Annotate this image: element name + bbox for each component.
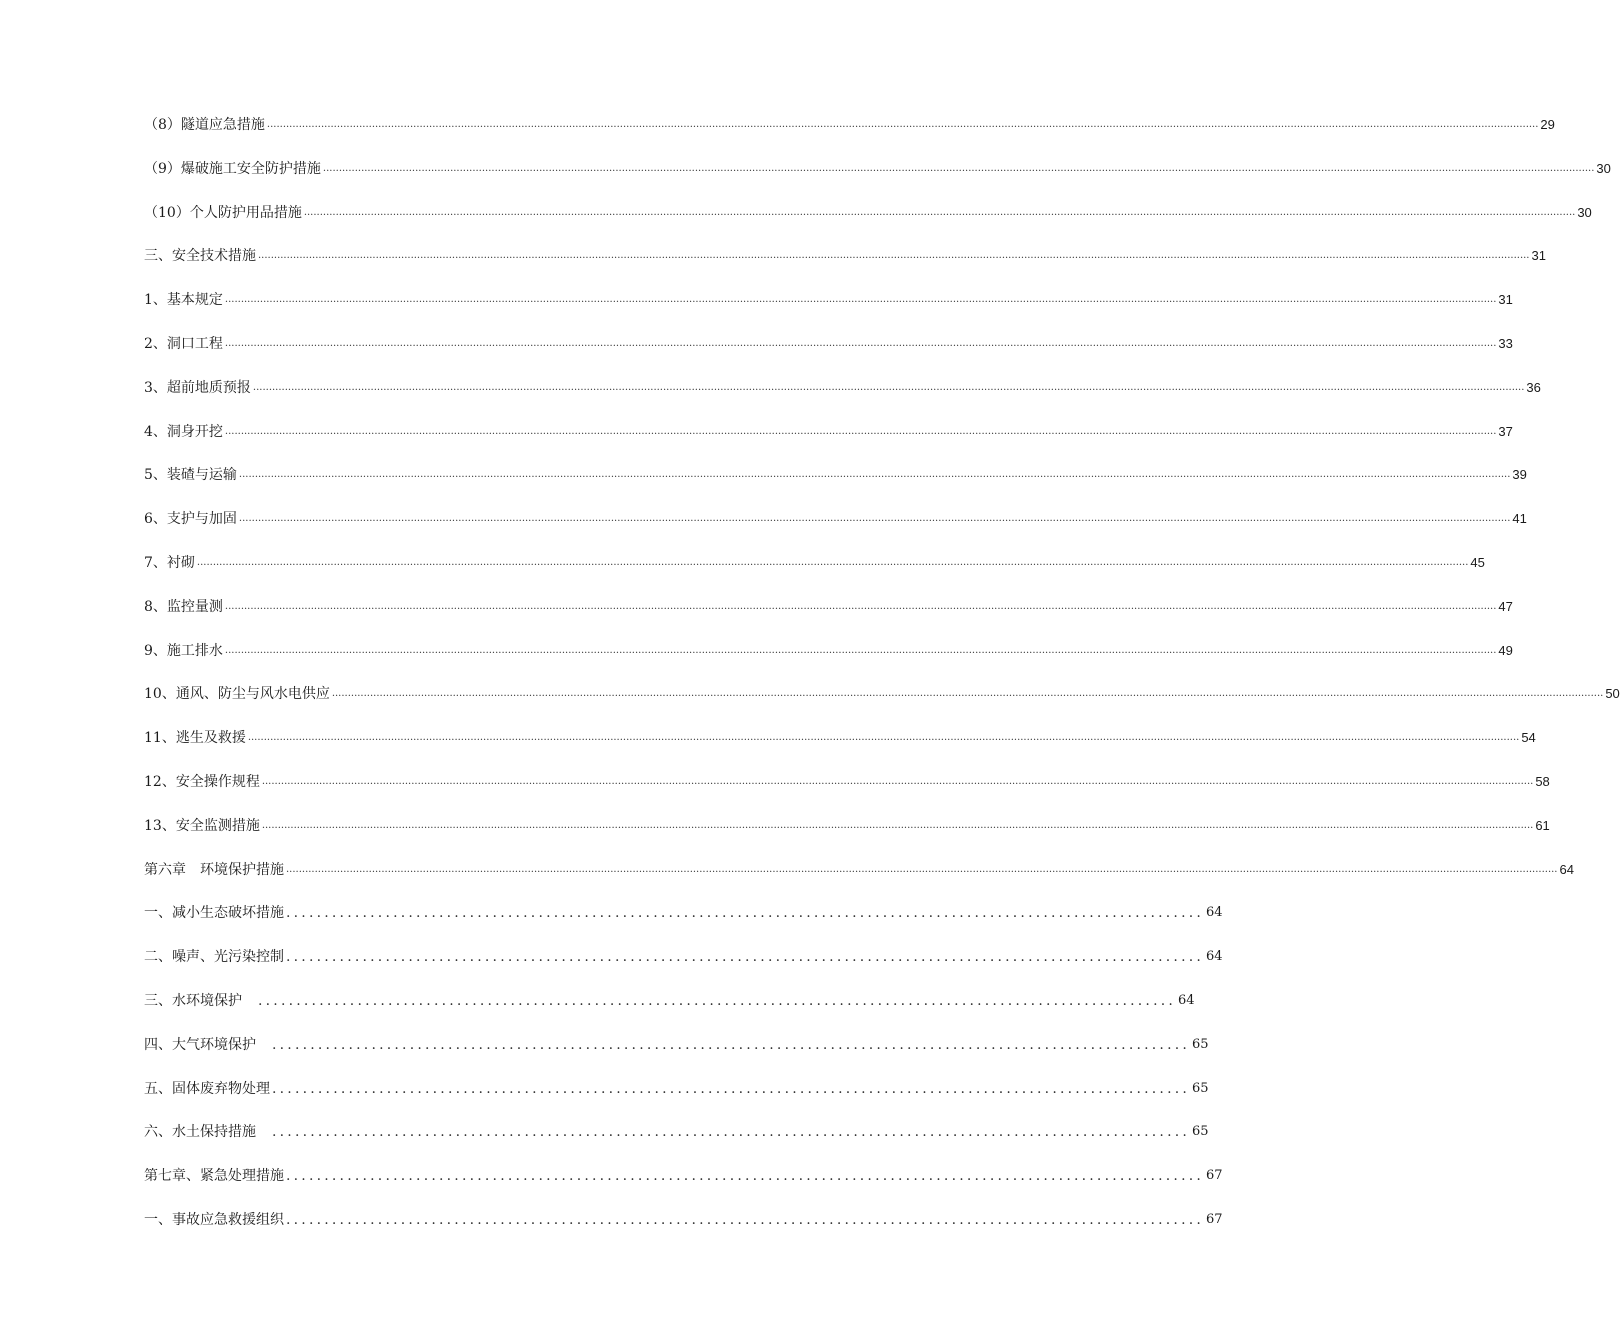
toc-entry[interactable] bbox=[144, 898, 1223, 922]
toc-entry[interactable] bbox=[144, 767, 1550, 791]
toc-entry[interactable] bbox=[144, 329, 1513, 353]
toc-page-number: 67 bbox=[1206, 1168, 1223, 1184]
toc-page-number: 30 bbox=[1577, 204, 1592, 220]
toc-page-number: 49 bbox=[1498, 642, 1513, 658]
toc-entry-title: 7、衬砌 bbox=[144, 555, 195, 571]
toc-page-number: 33 bbox=[1498, 336, 1513, 351]
toc-dot-leader: ................................................................................................................................................................................................................................................................................................................................................................................................................ bbox=[286, 863, 1558, 875]
toc-page-number: 36 bbox=[1526, 379, 1541, 395]
toc-entry[interactable] bbox=[144, 241, 1546, 265]
toc-entry-title: 一、减小生态破坏措施 bbox=[144, 905, 284, 922]
toc-page-number: 39 bbox=[1512, 467, 1527, 483]
toc-entry-title: 第七章、紧急处理措施 bbox=[144, 1168, 284, 1185]
toc-page-number: 50 bbox=[1605, 686, 1620, 702]
toc-page-number: 64 bbox=[1206, 905, 1223, 921]
toc-dot-leader: ................................................................................................................................................................................................................................................................................................................................................................................................................ bbox=[252, 381, 1525, 393]
toc-entry[interactable] bbox=[144, 592, 1513, 616]
toc-entry-title: 2、洞口工程 bbox=[144, 336, 223, 352]
toc-page-number: 54 bbox=[1521, 730, 1536, 746]
toc-entry-title: 4、洞身开挖 bbox=[144, 423, 223, 440]
toc-dot-leader: ................................................................................................................................................................................................................................................................................................................................................................................................................ bbox=[224, 425, 1497, 437]
toc-dot-leader: ................................................................................................................................................................................................................................................................................................................................................................................................................ bbox=[238, 513, 1511, 525]
toc-entry[interactable] bbox=[144, 811, 1550, 835]
toc-entry[interactable] bbox=[144, 198, 1592, 222]
toc-entry-title: （10）个人防护用品措施 bbox=[144, 204, 302, 221]
toc-dot-leader: ........................................................................................................................ bbox=[286, 949, 1205, 966]
toc-entry[interactable] bbox=[144, 548, 1485, 572]
toc-dot-leader: ................................................................................................................................................................................................................................................................................................................................................................................................................ bbox=[322, 162, 1595, 174]
toc-entry-title: 四、大气环境保护 bbox=[144, 1036, 270, 1053]
toc-entry[interactable] bbox=[144, 460, 1527, 484]
toc-dot-leader: ................................................................................................................................................................................................................................................................................................................................................................................................................ bbox=[247, 732, 1520, 744]
toc-dot-leader: ................................................................................................................................................................................................................................................................................................................................................................................................................ bbox=[331, 688, 1604, 700]
toc-entry[interactable] bbox=[144, 285, 1513, 309]
toc-entry-title: 5、装碴与运输 bbox=[144, 467, 237, 484]
toc-entry[interactable] bbox=[144, 110, 1555, 134]
toc-entry[interactable] bbox=[144, 154, 1611, 178]
toc-entry[interactable] bbox=[144, 855, 1574, 879]
toc-entry-title: 11、逃生及救援 bbox=[144, 730, 246, 747]
toc-entry-title: 12、安全操作规程 bbox=[144, 774, 260, 790]
toc-entry-title: 六、水土保持措施 bbox=[144, 1124, 270, 1141]
toc-entry-title: 1、基本规定 bbox=[144, 292, 223, 309]
toc-dot-leader: ........................................................................................................................ bbox=[272, 1080, 1191, 1097]
toc-dot-leader: ........................................................................................................................ bbox=[272, 1036, 1191, 1053]
toc-entry-title: 三、安全技术措施 bbox=[144, 248, 256, 265]
toc-dot-leader: ........................................................................................................................ bbox=[286, 1212, 1205, 1228]
toc-entry[interactable] bbox=[144, 723, 1536, 747]
toc-entry[interactable] bbox=[144, 504, 1527, 528]
toc-page-number: 65 bbox=[1192, 1080, 1209, 1096]
toc-entry[interactable] bbox=[144, 1205, 1223, 1229]
toc-dot-leader: ................................................................................................................................................................................................................................................................................................................................................................................................................ bbox=[258, 250, 1530, 262]
toc-entry[interactable] bbox=[144, 942, 1223, 966]
toc-dot-leader: ................................................................................................................................................................................................................................................................................................................................................................................................................ bbox=[224, 644, 1497, 656]
toc-page-number: 64 bbox=[1206, 949, 1223, 965]
toc-entry[interactable] bbox=[144, 1161, 1223, 1185]
toc-page-number: 64 bbox=[1178, 993, 1195, 1008]
toc-page-number: 41 bbox=[1512, 511, 1527, 527]
toc-entry-title: 一、事故应急救援组织 bbox=[144, 1212, 284, 1228]
toc-entry-title: （8）隧道应急措施 bbox=[144, 117, 265, 133]
toc-entry[interactable] bbox=[144, 1117, 1209, 1141]
toc-page-number: 67 bbox=[1206, 1212, 1223, 1227]
toc-entry[interactable] bbox=[144, 1030, 1209, 1054]
toc-entry-title: 第六章 环境保护措施 bbox=[144, 861, 284, 878]
toc-entry[interactable] bbox=[144, 636, 1513, 660]
toc-entry-title: 三、水环境保护 bbox=[144, 993, 256, 1009]
toc-dot-leader: ................................................................................................................................................................................................................................................................................................................................................................................................................ bbox=[224, 294, 1497, 306]
toc-page-number: 65 bbox=[1192, 1036, 1209, 1052]
toc-dot-leader: ................................................................................................................................................................................................................................................................................................................................................................................................................ bbox=[261, 776, 1534, 787]
toc-page-number: 29 bbox=[1540, 117, 1555, 132]
toc-page-number: 61 bbox=[1535, 817, 1550, 833]
toc-dot-leader: ........................................................................................................................ bbox=[272, 1124, 1191, 1141]
toc-entry[interactable] bbox=[144, 373, 1541, 397]
toc-dot-leader: ................................................................................................................................................................................................................................................................................................................................................................................................................ bbox=[261, 819, 1534, 831]
toc-page-number: 65 bbox=[1192, 1124, 1209, 1140]
toc-page-number: 31 bbox=[1498, 292, 1513, 308]
toc-page-number: 30 bbox=[1596, 160, 1611, 176]
toc-dot-leader: ........................................................................................................................ bbox=[286, 1168, 1205, 1185]
toc-page-number: 58 bbox=[1535, 774, 1550, 789]
toc-entry[interactable] bbox=[144, 986, 1195, 1010]
toc-page-number: 37 bbox=[1498, 423, 1513, 439]
toc-entry[interactable] bbox=[144, 417, 1513, 441]
toc-entry[interactable] bbox=[144, 1074, 1209, 1098]
toc-entry-title: 13、安全监测措施 bbox=[144, 817, 260, 834]
toc-entry-title: 二、噪声、光污染控制 bbox=[144, 949, 284, 966]
toc-entry-title: 6、支护与加固 bbox=[144, 511, 237, 528]
toc-dot-leader: ................................................................................................................................................................................................................................................................................................................................................................................................................ bbox=[224, 600, 1497, 612]
toc-dot-leader: ................................................................................................................................................................................................................................................................................................................................................................................................................ bbox=[266, 119, 1539, 130]
toc-entry-title: （9）爆破施工安全防护措施 bbox=[144, 160, 321, 177]
toc-entry-title: 3、超前地质预报 bbox=[144, 379, 251, 396]
toc-entry-title: 五、固体废弃物处理 bbox=[144, 1080, 270, 1097]
toc-page-number: 64 bbox=[1559, 861, 1574, 877]
toc-dot-leader: ................................................................................................................................................................................................................................................................................................................................................................................................................ bbox=[303, 206, 1576, 218]
toc-dot-leader: ........................................................................................................................ bbox=[286, 905, 1205, 922]
toc-entry-title: 8、监控量测 bbox=[144, 598, 223, 615]
toc-dot-leader: ........................................................................................................................ bbox=[258, 993, 1177, 1009]
toc-entry-title: 9、施工排水 bbox=[144, 642, 223, 659]
toc-page-number: 45 bbox=[1470, 555, 1485, 570]
toc-dot-leader: ................................................................................................................................................................................................................................................................................................................................................................................................................ bbox=[224, 338, 1497, 349]
toc-page-number: 47 bbox=[1498, 598, 1513, 614]
toc-entry-title: 10、通风、防尘与风水电供应 bbox=[144, 686, 330, 703]
toc-page-number: 31 bbox=[1531, 248, 1546, 264]
toc-entry[interactable] bbox=[144, 679, 1620, 703]
toc-dot-leader: ................................................................................................................................................................................................................................................................................................................................................................................................................ bbox=[238, 469, 1511, 481]
toc-dot-leader: ................................................................................................................................................................................................................................................................................................................................................................................................................ bbox=[196, 557, 1469, 568]
